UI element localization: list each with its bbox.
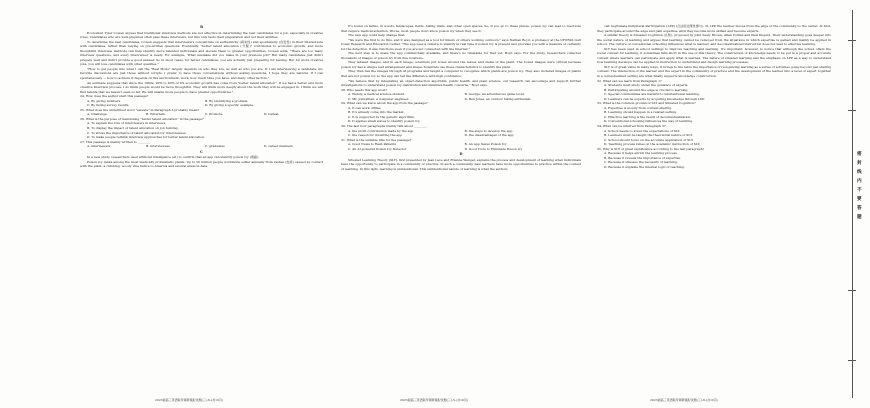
answer-option: C. By listing survey results. xyxy=(87,103,130,108)
question-stem: 33. What is the common ground of SLT and Situated Cognition? xyxy=(597,101,696,106)
binding-tick xyxy=(848,360,856,361)
answer-option: B. By identifying a problem. xyxy=(205,98,249,103)
passage-paragraph: Poison ivy ranks among the most medically problematic plants. Up to 50 million people worldwide suffer annually from rashes (皮疹) caused by contact with the plant, a climbing, woody vine native to America and several areas in Asia. xyxy=(80,159,323,169)
answer-option: C. An AI-powered Poison Ivy Detector xyxy=(348,146,407,151)
answer-option: B. To display the impact of talent allocation on job hunting. xyxy=(87,126,179,131)
passage-paragraph: They then ran the images through AI programs and taught a computer to recognize which plants are poison ivy. They also included images of plants that are not poison ivy so the app can tell the difference with high confidence. xyxy=(341,69,581,79)
binding-tick xyxy=(848,40,856,41)
binding-tick xyxy=(848,110,856,111)
answer-option: D. Learners can be experts by acquiring knowledge through LPP. xyxy=(604,96,705,101)
answer-option: D. Conventional schooling influences the way of learning. xyxy=(604,119,693,124)
answer-option: B. Participating around the edge is crucial to learning. xyxy=(604,87,689,92)
answer-option: B. Entertain. xyxy=(146,112,166,117)
question-stem: 35. Why is SLT of great significance according to the last paragraph? xyxy=(597,146,705,151)
passage-paragraph: To determine the best candidates, Cowen suggests that interviewers concentrate on authenticity (真实性) and spontaneity (自发性) in their interactions with candidates, rather than relying on pre-written questions. Eventually, "better talent allocation (分配)" contributes to economic growth, and more thoughtful interview methods can help identify more talented individuals and elevate them to greater opportunities. Cowen adds, "There are too many interview questions, and every interviewer is ready. For example, 'What mistakes did you make in your previous job?' But many candidates just didn't prepare well and didn't provide a good answer. So in most cases, for better candidates, you are actually just preparing for testing. But for more creative jobs, you will lose candidates with other qualities." xyxy=(80,39,323,67)
answer-option: B. Because it reveals the importance of expertise. xyxy=(604,155,682,160)
answer-option: D. Teaching process relies on the academic instruction of SLT. xyxy=(604,142,701,147)
answer-option: C. Because it stresses the necessity of learning. xyxy=(604,160,678,165)
answer-option: B. interviewees xyxy=(146,144,170,149)
answer-option: C. To stress the importance of talent allocation for interviewees. xyxy=(87,130,187,135)
answer-option: B. An App Saves Poison Ivy xyxy=(464,142,507,147)
answer-option: D. the disadvantages of the app xyxy=(464,133,514,138)
question-stem: 28. Who needs this app most? xyxy=(341,87,388,92)
question-stem: 34. What can be inferred from Paragraph 3? xyxy=(597,124,666,129)
answer-option: B. Learning should happen in a related setting. xyxy=(604,110,678,115)
question-stem: 27. This passage is mainly written to ________. xyxy=(80,139,151,144)
binding-notice: 密封线内不要答题 xyxy=(857,152,862,220)
answer-option: D. Good Tools to Eliminate Poison Ivy xyxy=(464,146,523,151)
answer-option: D. Ben Jones, an outdoor hiking enthusiast. xyxy=(464,96,532,101)
passage-paragraph: "We believe that by integrating an object-detection algorithm, public health, and plant science, our research can encourage and support further investigations to understand poison ivy distribution and minimize health concerns," Boyd says. xyxy=(341,78,581,88)
answer-option: C. Promote. xyxy=(205,112,224,117)
passage-paragraph: The next step is to make the app commercially available, and there's no timetable for that yet, Boyd says. For the study, researchers collected thousands of images of poison ivy from five locations. xyxy=(341,51,581,60)
answer-option: A. School needs to lower the expectations of SLT. xyxy=(604,128,681,133)
answer-option: D. career manners xyxy=(264,144,293,149)
passage-paragraph: The new app could help change that. xyxy=(348,33,406,38)
passage-paragraph: In a new study, researchers used artificial intelligence (AI) to confirm that an app can identify poison ivy (毒藤). xyxy=(87,155,260,160)
answer-option: C. graduates xyxy=(205,144,225,149)
passage-paragraph: A similar theory is Situated Cognition (认知), proposed by John Seely Brown, Allan Collins and Paul Duguid. Their understanding goes deeper into the social nature of learning and argues that learning cannot be removed from the situations in which expertise is gained and mainly be applied in school. The culture of conventional schooling influences what is learned, and decontextualized instruction does not lead to effective learning. xyxy=(597,33,831,47)
passage-paragraph: SLT is of great value in many ways. It brings to the table the importance of recognizing learning as a series of activities going beyond just sharing content. The interaction of the learner and the expert in the community of practice and the development of the learner into a level of expert together in a contextualized setting are what finally supports knowledge construction. xyxy=(597,64,831,79)
passage-paragraph: It's found on farms, in woods, landscapes, fields, hiking trails, and other open spaces. So, if you go to these places, poison ivy can lead to reactions that require medical attention. Worse, most people don't know poison ivy when they see it. xyxy=(341,24,581,33)
column-right xyxy=(597,24,831,384)
answer-options-row xyxy=(80,144,323,149)
column-middle xyxy=(341,24,581,384)
passage-paragraph: An estimate suggests that since the 1960s, 20% to 40% of US economic growth has come from "better talent allocation". If we had a better and more creative interview process, I do think people would be more thoughtful. They will think more deeply about the work they will be engaged in. I think we will find talents that we haven't seen so far. We will enable more people to have greater opportunities." xyxy=(80,80,323,94)
answer-option: C. Special communities are harmful to unintentional learning. xyxy=(604,92,700,97)
question-stem: 32. What can we learn from Paragraph 1? xyxy=(597,78,662,83)
question-stem: 29. What can we know about the app from the passage? xyxy=(341,101,428,106)
page-footer-left: 2023届高三英语联考调研模拟试题(三)-6-(共10页) xyxy=(155,398,224,402)
question-stem: 30. The last four paragraphs mainly talk about ________. xyxy=(341,124,428,129)
answer-option: D. It applies small waves to identify poison ivy. xyxy=(348,119,421,124)
answer-option: A. Students must study under the guidance of experts. xyxy=(604,83,689,88)
answer-option: C. School should focus on the accurate application of SLT. xyxy=(604,137,694,142)
binding-line xyxy=(852,10,853,398)
answer-option: A. By giving numbers. xyxy=(87,98,122,103)
answer-option: A. To explain the role of interviewers in interviews. xyxy=(87,121,167,126)
question-stem: 24. How does the author start this passage? xyxy=(80,94,149,99)
answer-option: A. Wendy, a medical science student. xyxy=(348,92,406,97)
answer-options-row xyxy=(341,133,581,138)
answer-option: B. the steps to develop the app xyxy=(464,128,513,133)
passage-paragraph: "We were the first to do this, and it was designed as a tool for hikers or others working outdoors," says Nathan Boyd, a professor at the UF/IFAS Gulf Coast Research and Education Center. "The app uses a camera to identify in real time if poison ivy is present and provides you with a measure of certainty for the detection. It also functions even if you are not connected with the Internet." xyxy=(341,37,581,51)
answer-option: D. To make people rethink interview approaches for better talent allocation. xyxy=(87,135,205,140)
column-left xyxy=(80,24,323,384)
answer-options-row xyxy=(341,147,581,152)
passage-paragraph: call Legitimate Peripheral Participation (LPP) (合法的边缘性参与). In LPP, the learner moves from the edge of the community to the center. At first, they participate around the edge and gain expertise until they become more skilled and become experts. xyxy=(597,24,831,33)
passage-paragraph: "How to get people into what I call the "Real Mode" largely depends on who they are, as well as who you are. If I am interviewing a candidate, my favorite discussions are just those without scripts. I prefer to have those conversations without asking questions. I hope they are natural. If I can spontaneously — how to achieve it depends on the environment, work, how much time you have, and many other factors." xyxy=(80,66,323,81)
answer-option: C. the reason for inventing the app xyxy=(348,133,403,138)
question-stem: 31. What is the suitable title for the passage? xyxy=(341,137,412,142)
answer-option: D. By giving a specific example. xyxy=(205,103,255,108)
passage-paragraph: SLT has been used in school settings to improve teaching and learning. It's important, however, to notice that although the school offers the social context for learning, it sometimes falls short in the use of this theory. The construction of knowledge needs to be put in a proper and accurate context where learners can participate and apply what is learned. The nature of situated learning and the emphasis on LPP as a way to understand how learning develops can be applied in instruction to understand and design learning processes. xyxy=(597,46,831,65)
answer-option: B. George, an adventurous game lover. xyxy=(464,92,525,97)
binding-tick xyxy=(848,290,856,291)
answer-option: B. It's already come into the market. xyxy=(348,110,405,115)
page-footer-right: 2023届高三英语联考调研模拟试题(三)-6-(共10页) xyxy=(650,398,719,402)
answer-option: A. Challenge. xyxy=(87,112,108,117)
answer-option: A. interviewers xyxy=(87,144,111,149)
passage-paragraph: They labeled images, and in each image, scientists put boxes around the leaves and stems of the plant. The boxed images were critical because poison ivy has a unique leaf arrangement and shape. Scientists use these characteristics to identify the plant. xyxy=(341,60,581,69)
answer-option: D. Defeat. xyxy=(264,112,280,117)
section-heading: B xyxy=(200,25,203,29)
answer-option: C. Effective learning is the result of decontextualization. xyxy=(604,114,692,119)
answer-option: A. the profit contribution made by the app xyxy=(348,128,414,133)
answer-option: A. Because it helps enrich the learning process. xyxy=(604,151,678,156)
answer-option: A. It can work offline. xyxy=(348,105,382,110)
answer-option: C. Mr. Johnathan, a computer engineer. xyxy=(348,96,409,101)
section-heading: C xyxy=(200,149,203,154)
page-footer-middle: 2023届高三英语联考调研模拟试题(三)-5-(共10页) xyxy=(400,398,469,402)
answer-option: C. It is supported by the genetic algorithm. xyxy=(348,114,415,119)
question-stem: 25. What does the underlined word "elevate" in Paragraph 3 probably mean? xyxy=(80,107,200,112)
answer-option: D. Because it explains the internal logic of teaching. xyxy=(604,164,685,169)
passage-paragraph: Economist Tyler Cowen argues that traditional interview methods are not effective in determining the best candidates for a job, especially in creative roles. Candidates who are well-prepared often pass these interviews, but this only tests their preparation and not their abilities. xyxy=(80,30,323,40)
binding-margin xyxy=(840,0,870,408)
question-stem: 26. What is the purpose of mentioning "better talent allocation" in the passage? xyxy=(80,116,204,121)
answer-option: B. Learners must be taught the theoretical nature of SLT. xyxy=(604,133,693,138)
answer-option: A. Good News to Rash Patients xyxy=(348,142,396,147)
answer-option: A. Expertise is mostly from content-sharing. xyxy=(604,105,673,110)
section-heading: D xyxy=(459,152,463,157)
passage-paragraph: Situated Learning Theory (SLT), first presented by Jean Lave and Etienne Wenger, explains the process and development of learning when individuals have the opportunity to participate in a community of practice. In such a community, new learners have more opportunities to practice within the context of learning. In this light, learning is unintentional. This unintentional nature of learning is what the authors xyxy=(341,157,581,171)
